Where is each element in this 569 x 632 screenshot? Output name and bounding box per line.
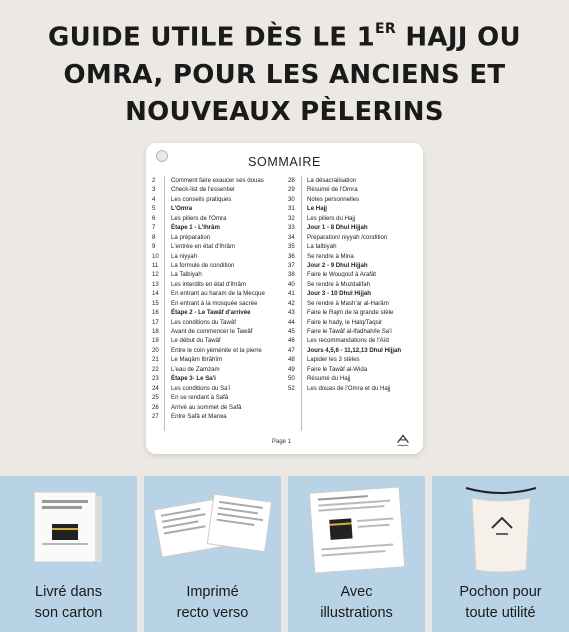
toc-page-number: 43 bbox=[288, 309, 295, 317]
toc-entry-title: Les recommandations de l'Aïd bbox=[307, 337, 389, 345]
toc-page-number: 50 bbox=[288, 375, 295, 383]
toc-entry bbox=[152, 403, 265, 412]
toc-entry bbox=[288, 299, 401, 308]
toc-page-number: 44 bbox=[288, 318, 295, 326]
toc-page-number: 28 bbox=[288, 177, 295, 184]
toc-page-number: 40 bbox=[288, 280, 295, 288]
toc-entry bbox=[152, 336, 265, 345]
toc-page-number: 47 bbox=[288, 346, 295, 354]
toc-entry bbox=[152, 176, 265, 185]
toc-page-number: 23 bbox=[152, 375, 159, 383]
toc-page-number: 24 bbox=[152, 384, 159, 392]
toc-entry bbox=[288, 223, 401, 232]
toc-entry bbox=[152, 327, 265, 336]
toc-page-number: 10 bbox=[152, 252, 159, 260]
toc-page-number: 48 bbox=[288, 356, 295, 364]
toc-entry bbox=[288, 374, 401, 383]
toc-entry-title: En se rendant à Safâ bbox=[171, 394, 229, 402]
toc-page-number: 37 bbox=[288, 261, 295, 269]
toc-entry-title: Avant de commencer le Tawâf bbox=[171, 328, 253, 335]
toc-entry bbox=[288, 327, 401, 336]
toc-page-number: 2 bbox=[152, 177, 156, 184]
page-label: Page 1 bbox=[272, 439, 292, 445]
toc-entry-title: Étape 1 - L'Ihrâm bbox=[171, 224, 220, 232]
toc-entry bbox=[288, 176, 401, 185]
toc-entry-title: Les conditions du Sa'i bbox=[171, 384, 231, 392]
toc-page-number: 6 bbox=[152, 214, 156, 222]
toc-page-number: 31 bbox=[288, 205, 295, 213]
feature-label-box: Livré dans son carton bbox=[34, 584, 103, 621]
toc-entry bbox=[152, 270, 265, 279]
toc-entry bbox=[152, 204, 265, 213]
toc-entry-title: Les conditions du Tawâf bbox=[171, 318, 236, 326]
toc-page-number: 49 bbox=[288, 365, 295, 373]
toc-page-number: 32 bbox=[288, 214, 295, 222]
toc-entry-title: Jour 2 - 9 Dhul Hijjah bbox=[307, 261, 368, 269]
toc-entry bbox=[152, 393, 265, 402]
toc-page-number: 8 bbox=[152, 233, 156, 241]
left-toc-column bbox=[152, 176, 265, 421]
toc-entry-title: La talbiyah bbox=[307, 243, 337, 251]
headline-line-1: GUIDE UTILE DÈS LE 1ER HAJJ OU bbox=[48, 21, 521, 53]
toc-entry-title: Jours 4,5,6 - 11,12,13 Dhul Hijjah bbox=[307, 346, 402, 354]
toc-page-number: 16 bbox=[152, 309, 159, 317]
toc-entry-title: Préparation/ niyyah /condition bbox=[307, 233, 388, 241]
toc-entry-title: Le Maqâm Ibrâhîm bbox=[171, 356, 223, 364]
illustrated-card-image bbox=[302, 484, 412, 576]
feature-panel-illustrations bbox=[288, 476, 425, 632]
toc-page-number: 52 bbox=[288, 384, 295, 392]
toc-entry-title: Faire le hady, le Halq/Taqsir bbox=[307, 318, 383, 326]
toc-entry bbox=[288, 355, 401, 364]
boxed-cards-image bbox=[28, 488, 108, 566]
toc-entry-title: L'entrée en état d'Ihrâm bbox=[171, 243, 235, 251]
printed-cards-image bbox=[150, 486, 276, 566]
toc-entry-title: L'Omra bbox=[171, 205, 193, 213]
toc-page-number: 7 bbox=[152, 224, 156, 232]
toc-entry bbox=[288, 261, 401, 270]
toc-entry bbox=[288, 185, 401, 194]
toc-entry bbox=[152, 289, 265, 298]
toc-entry-title: Faire le Wouqouf à Arafât bbox=[307, 271, 376, 279]
toc-entry bbox=[152, 214, 265, 223]
pouch-image bbox=[456, 482, 546, 578]
toc-entry-title: En entrant à la mosquée sacrée bbox=[171, 299, 258, 307]
toc-page-number: 27 bbox=[152, 412, 159, 420]
toc-entry-title: Les piliers de l'Omra bbox=[171, 214, 227, 222]
toc-entry bbox=[152, 346, 265, 355]
toc-entry-title: Se rendre à Mash'ar al-Harâm bbox=[307, 299, 389, 307]
toc-page-number: 5 bbox=[152, 205, 156, 213]
toc-entry-title: Étape 2 - Le Tawâf d'arrivée bbox=[171, 309, 251, 317]
toc-entry bbox=[288, 365, 401, 374]
toc-entry-title: Jour 1 - 8 Dhul Hijjah bbox=[307, 224, 368, 232]
feature-label-pouch: Pochon pour toute utilité bbox=[459, 584, 542, 621]
toc-entry bbox=[288, 280, 401, 289]
toc-entry bbox=[152, 252, 265, 261]
toc-page-number: 25 bbox=[152, 394, 159, 402]
toc-page-number: 3 bbox=[152, 186, 156, 194]
toc-entry bbox=[288, 214, 401, 223]
toc-entry-title: Les conseils pratiques bbox=[171, 195, 232, 203]
toc-entry bbox=[288, 308, 401, 317]
toc-entry bbox=[288, 336, 401, 345]
feature-label-print: Imprimé recto verso bbox=[176, 584, 249, 621]
toc-entry-title: Étape 3- Le Sa'i bbox=[171, 375, 216, 383]
toc-page-number: 11 bbox=[152, 261, 159, 269]
toc-entry-title: Comment faire exaucer ses douas bbox=[171, 177, 264, 184]
toc-entry-title: Se rendre à Mina bbox=[307, 252, 354, 260]
toc-entry-title: Check-list de l'essentiel bbox=[171, 186, 235, 194]
toc-entry-title: Le début du Tawâf bbox=[171, 337, 221, 345]
toc-entry bbox=[152, 412, 265, 421]
headline-line-3: NOUVEAUX PÈLERINS bbox=[125, 96, 444, 127]
toc-entry bbox=[288, 270, 401, 279]
toc-entry-title: Faire le Tawâf al-Ifadhah/le Sa'i bbox=[307, 328, 392, 335]
toc-entry-title: Lapider les 3 stèles bbox=[307, 356, 360, 364]
toc-page-number: 4 bbox=[152, 195, 156, 203]
toc-page-number: 30 bbox=[288, 195, 295, 203]
toc-entry bbox=[288, 289, 401, 298]
toc-entry-title: Les interdits en état d'Ihrâm bbox=[171, 280, 247, 288]
toc-page-number: 41 bbox=[288, 290, 295, 298]
toc-page-number: 22 bbox=[152, 365, 159, 373]
headline-line-2: OMRA, POUR LES ANCIENS ET bbox=[63, 59, 506, 90]
feature-panel-box bbox=[0, 476, 137, 632]
toc-page-number: 12 bbox=[152, 271, 159, 279]
features-strip bbox=[0, 476, 569, 632]
toc-entry bbox=[152, 223, 265, 232]
toc-entry-title: En entrant au haram de la Mecque bbox=[171, 290, 265, 298]
toc-entry bbox=[152, 355, 265, 364]
toc-page-number: 46 bbox=[288, 337, 295, 345]
toc-page-number: 19 bbox=[152, 337, 159, 345]
toc-entry bbox=[152, 242, 265, 251]
toc-entry-title: Faire le Rajm de la grande stèle bbox=[307, 309, 394, 317]
feature-label-illustrations: Avec illustrations bbox=[320, 584, 393, 621]
toc-entry bbox=[152, 195, 265, 204]
toc-page-number: 26 bbox=[152, 403, 159, 411]
toc-page-number: 15 bbox=[152, 299, 159, 307]
toc-entry-title: Se rendre à Muzdalifah bbox=[307, 280, 371, 288]
card-title: SOMMAIRE bbox=[248, 155, 321, 169]
toc-page-number: 45 bbox=[288, 328, 295, 335]
toc-entry bbox=[288, 318, 401, 327]
toc-entry-title: Les douas de l'Omra et du Hajj bbox=[307, 384, 391, 392]
toc-page-number: 17 bbox=[152, 318, 159, 326]
toc-page-number: 36 bbox=[288, 252, 295, 260]
right-toc-column bbox=[288, 176, 401, 393]
toc-entry-title: Le Hajj bbox=[307, 205, 327, 213]
toc-entry-title: La niyyah bbox=[171, 252, 198, 260]
toc-entry bbox=[288, 384, 401, 393]
toc-entry bbox=[288, 195, 401, 204]
toc-entry bbox=[152, 308, 265, 317]
toc-entry bbox=[152, 374, 265, 383]
toc-page-number: 18 bbox=[152, 328, 159, 335]
feature-panel-pouch bbox=[432, 476, 569, 632]
toc-entry-title: La formule de condition bbox=[171, 261, 235, 269]
toc-entry bbox=[152, 384, 265, 393]
summary-card bbox=[146, 143, 423, 454]
toc-entry-title: Résumé de l'Omra bbox=[307, 186, 358, 194]
headline bbox=[0, 14, 569, 131]
toc-page-number: 29 bbox=[288, 186, 295, 194]
toc-page-number: 35 bbox=[288, 243, 295, 251]
toc-entry-title: Les piliers du Hajj bbox=[307, 214, 356, 222]
toc-page-number: 20 bbox=[152, 346, 159, 354]
toc-entry-title: La préparation bbox=[171, 233, 211, 241]
toc-entry bbox=[152, 299, 265, 308]
toc-entry-title: L'eau de Zamzam bbox=[171, 365, 220, 373]
toc-entry-title: Entre Safâ et Marwa bbox=[171, 412, 227, 420]
toc-entry-title: Résumé du Hajj bbox=[307, 375, 351, 383]
toc-page-number: 13 bbox=[152, 280, 159, 288]
toc-entry bbox=[152, 280, 265, 289]
toc-entry bbox=[152, 318, 265, 327]
toc-entry bbox=[152, 185, 265, 194]
toc-entry-title: Notes personnelles bbox=[307, 195, 360, 203]
toc-entry bbox=[152, 365, 265, 374]
toc-page-number: 42 bbox=[288, 299, 295, 307]
toc-page-number: 9 bbox=[152, 243, 156, 251]
toc-page-number: 21 bbox=[152, 356, 159, 364]
toc-entry bbox=[288, 252, 401, 261]
toc-entry bbox=[152, 233, 265, 242]
toc-entry bbox=[288, 242, 401, 251]
toc-page-number: 14 bbox=[152, 290, 159, 298]
feature-panel-print bbox=[144, 476, 281, 632]
toc-entry bbox=[288, 233, 401, 242]
toc-page-number: 38 bbox=[288, 271, 295, 279]
toc-entry-title: La Talbiyah bbox=[171, 271, 202, 279]
toc-page-number: 34 bbox=[288, 233, 295, 241]
toc-page-number: 33 bbox=[288, 224, 295, 232]
toc-entry bbox=[152, 261, 265, 270]
toc-entry-title: Entre le coin yéménite et la pierre bbox=[171, 346, 262, 354]
toc-entry bbox=[288, 346, 401, 355]
toc-entry bbox=[288, 204, 401, 213]
toc-entry-title: Jour 3 - 10 Dhul Hijjah bbox=[307, 290, 371, 298]
toc-entry-title: La désacralisation bbox=[307, 177, 357, 184]
dhikr-logo-icon bbox=[394, 430, 412, 448]
toc-entry-title: Arrivé au sommet de Safâ bbox=[171, 403, 242, 411]
toc-entry-title: Faire le Tawâf al-Wida bbox=[307, 365, 368, 373]
